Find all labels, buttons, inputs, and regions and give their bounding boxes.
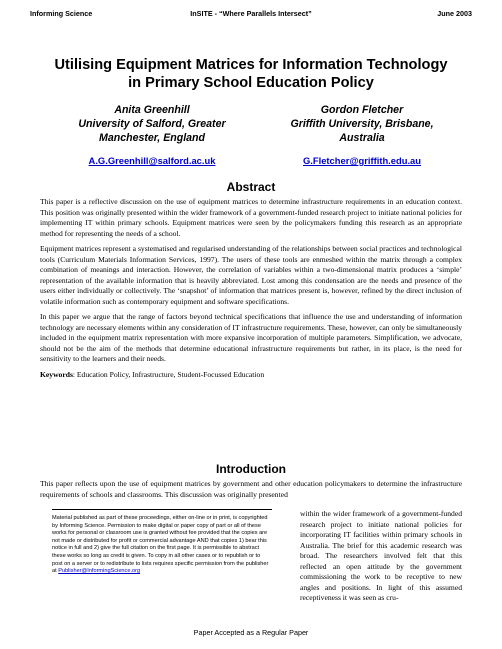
introduction-heading: Introduction	[216, 462, 286, 476]
author-name: Gordon Fletcher	[320, 104, 404, 116]
introduction-right-column: within the wider framework of a government-funded research project to initiate national policies for incorporating IT facilities within primary schools in Australia. The brief for this academic research was broad. The researchers involved felt that this reflected an open attitude by the government commissioning the work to be receptive to new angles and positions. In light of this assumed receptiveness it was seen as cru-	[300, 509, 462, 602]
author-affiliation: Australia	[339, 132, 385, 144]
author-affiliation: University of Salford, Greater	[78, 118, 226, 130]
keywords	[40, 370, 462, 381]
abstract-body	[40, 197, 462, 385]
keywords-list: : Education Policy, Infrastructure, Student-Focussed Education	[72, 369, 265, 379]
header-conference: InSITE - “Where Parallels Intersect”	[190, 9, 312, 18]
running-header	[30, 9, 472, 21]
title-line-2: in Primary School Education Policy	[128, 75, 374, 91]
author-block-1	[52, 103, 252, 168]
header-date: June 2003	[437, 9, 472, 18]
header-journal: Informing Science	[30, 9, 93, 18]
author-name: Anita Greenhill	[114, 104, 190, 116]
author-email-link[interactable]: G.Fletcher@griffith.edu.au	[302, 155, 421, 166]
author-affiliation: Manchester, England	[99, 132, 205, 144]
copyright-notice	[52, 509, 272, 576]
publisher-email-link[interactable]: Publisher@InformingScience.org	[58, 568, 141, 575]
abstract-paragraph: Equipment matrices represent a systematised and regularised understanding of the relationships between social practices and technological tools (Curriculum Materials Information Services, 1997). The users of these tools are enmeshed within the matrix through a complex combination of meanings and interaction. However, the correlation of variables within a two-dimensional matrix produces a ‘simple’ representation of the available information that is heavily abbreviated. Lost among this condensation are the needs and presence of the users either individually or collectively. The ‘snapshot’ of information that matrices present is, however, refined by the direct inclusion of volatile information such as contemporary equipment and software specifications.	[40, 244, 462, 306]
author-email-link[interactable]: A.G.Greenhill@salford.ac.uk	[88, 155, 216, 166]
title-line-1: Utilising Equipment Matrices for Information Technology	[54, 57, 448, 73]
abstract-paragraph: In this paper we argue that the range of factors beyond technical specifications that influence the use and understanding of information technology are necessary elements within any consideration of IT infrastructure requirements. These, however, can only be simultaneously included in the equipment matrix representation with more expansive incorporation of multiple parameters. Simplification, we advocate, should not be the aim of the methods that determine educational infrastructure requirements but rather, in its place, is the need for sensitivity to the learners and their needs.	[40, 312, 462, 363]
author-block-2	[262, 103, 462, 168]
paper-title	[20, 56, 482, 92]
abstract-heading: Abstract	[226, 180, 276, 194]
page-footer: Paper Accepted as a Regular Paper	[193, 628, 309, 637]
introduction-lead: This paper reflects upon the use of equipment matrices by government and other education policymakers to determine the infrastructure requirements of schools and classrooms. This discussion was originally presented	[40, 479, 462, 499]
copyright-notice-text: Material published as part of these proceedings, either on-line or in print, is copyrighted by Informing Science. Permission to make digital or paper copy of part or all of these works for personal or classroom use is granted without fee provided that the copies are not made or distributed for profit or commercial advantage AND that copies 1) bear this notice in full and 2) give the full citation on the first page. It is permissible to abstract these works so long as credit is given. To copy in all other cases or to republish or to post on a server or to redistribute to lists requires specific permission from the publisher at	[52, 515, 269, 575]
keywords-label: Keywords	[40, 369, 73, 379]
author-affiliation: Griffith University, Brisbane,	[290, 118, 434, 130]
abstract-paragraph: This paper is a reflective discussion on the use of equipment matrices to determine infrastructure requirements in an education context. This position was originally presented within the wider framework of a government-funded research project to initiate national policies for implementing IT within primary schools. Equipment matrices were seen by the policymakers funding this research as an appropriate method for representing the needs of a school.	[40, 197, 462, 238]
